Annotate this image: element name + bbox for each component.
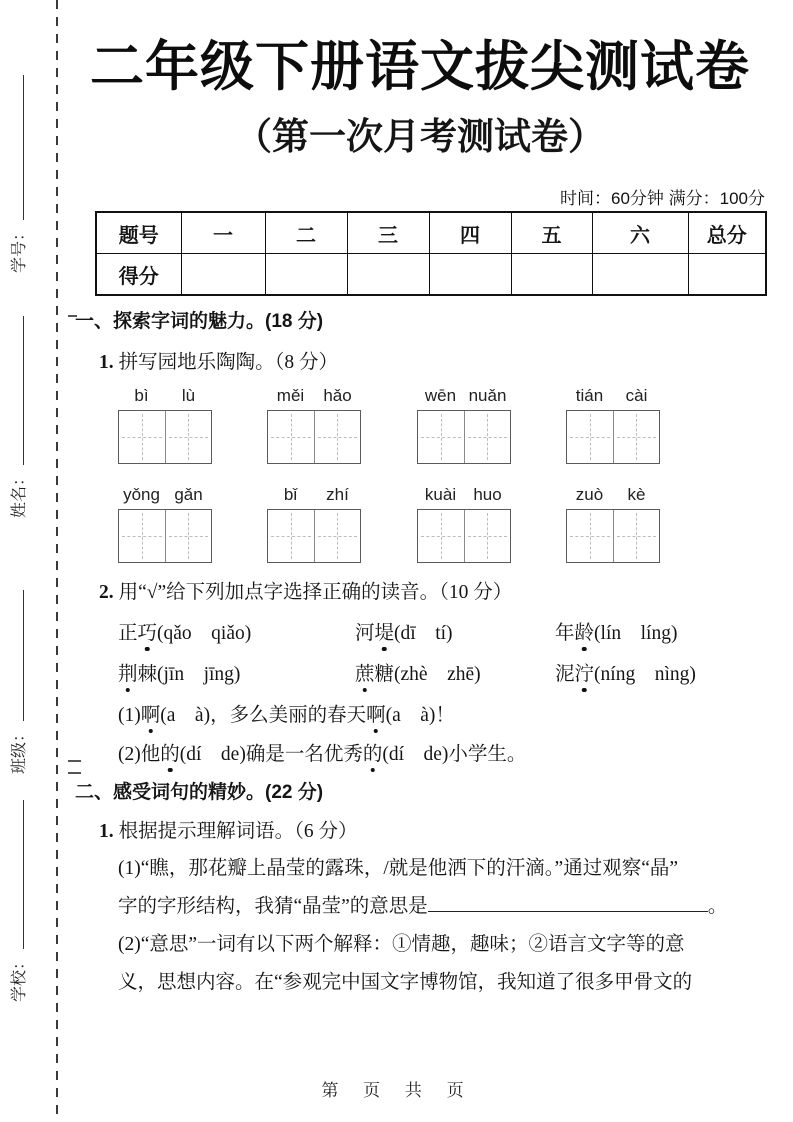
- word-item[interactable]: [555, 617, 766, 645]
- question-text: 根据提示理解词语。（6 分）: [118, 821, 358, 842]
- pinyin-group: [267, 485, 361, 563]
- word-text: 正: [118, 623, 138, 644]
- question-number: 1.: [99, 821, 114, 842]
- pinyin-label: [417, 386, 511, 410]
- pinyin-group: [267, 386, 361, 464]
- dotted-char: 巧: [137, 623, 158, 644]
- pinyin-label: [566, 386, 660, 410]
- fill-blank[interactable]: [428, 892, 708, 913]
- writing-cell[interactable]: [314, 411, 361, 463]
- score-cell[interactable]: [511, 254, 592, 296]
- question-number: 1.: [99, 352, 114, 373]
- student-id-blank-line[interactable]: [10, 75, 24, 220]
- writing-box: [566, 410, 660, 464]
- dotted-char: 蔗: [355, 664, 375, 685]
- pinyin-syllable: zuò: [575, 485, 604, 504]
- fold-mark: [68, 772, 81, 774]
- writing-cell[interactable]: [268, 510, 314, 562]
- section2-heading: 二、感受词句的精妙。(22 分): [75, 782, 324, 803]
- paper-subtitle: （第一次月考测试卷）: [235, 116, 605, 157]
- writing-cell[interactable]: [119, 411, 165, 463]
- word-text: 泥: [555, 664, 575, 685]
- score-cell[interactable]: [347, 254, 429, 296]
- pinyin-label: [417, 485, 511, 509]
- dotted-char: 啊: [366, 705, 386, 726]
- school-label: 学校：: [11, 953, 28, 1002]
- score-label: 得分: [96, 254, 181, 296]
- text-segment: (2)他: [118, 744, 161, 765]
- binding-dashed-line: [56, 0, 58, 1122]
- pinyin-group: [118, 485, 212, 563]
- score-cell[interactable]: [688, 254, 766, 296]
- score-cell[interactable]: [265, 254, 347, 296]
- writing-cell[interactable]: [314, 510, 361, 562]
- paper-title: 二年级下册语文拔尖测试卷: [90, 37, 750, 97]
- writing-box: [566, 509, 660, 563]
- pinyin-syllable: nuǎn: [468, 386, 507, 405]
- word-item[interactable]: [118, 617, 355, 645]
- pinyin-group: [566, 485, 660, 563]
- text-segment: (a à)！: [385, 705, 455, 726]
- time-score-info: 时间：60分钟 满分：100分: [560, 189, 765, 208]
- writing-box: [267, 509, 361, 563]
- pronunciation-row-1: [118, 617, 766, 645]
- writing-box: [118, 410, 212, 464]
- score-cell[interactable]: [592, 254, 688, 296]
- writing-cell[interactable]: [119, 510, 165, 562]
- writing-cell[interactable]: [418, 510, 464, 562]
- pinyin-syllable: bǐ: [283, 485, 298, 504]
- pinyin-label: [118, 485, 212, 509]
- writing-box: [118, 509, 212, 563]
- writing-cell[interactable]: [165, 510, 212, 562]
- column-header: 二: [265, 212, 347, 254]
- pinyin-label: [118, 386, 212, 410]
- dotted-char: 泞: [574, 664, 595, 685]
- section2-q1-title: [99, 815, 358, 843]
- text-segment: (a à)，多么美丽的春天: [160, 705, 367, 726]
- pinyin-syllable: cài: [625, 386, 648, 405]
- column-header: 三: [347, 212, 429, 254]
- pinyin-syllable: kuài: [424, 485, 457, 504]
- class-label: 班级：: [11, 725, 28, 774]
- pinyin-syllable: hǎo: [323, 386, 352, 405]
- dotted-char: 堤: [374, 623, 395, 644]
- section1-q2-sub1: [118, 699, 455, 727]
- section1-q2-sub2: [118, 738, 526, 766]
- question-number: 2.: [99, 582, 114, 603]
- word-text: 河: [355, 623, 375, 644]
- word-item[interactable]: [555, 658, 766, 686]
- section2-q1-sub2-line2: 义，思想内容。在“参观完中国文字博物馆，我知道了很多甲骨文的: [118, 972, 693, 993]
- writing-cell[interactable]: [268, 411, 314, 463]
- section2-q1-sub1-line1: (1)“瞧，那花瓣上晶莹的露珠，/就是他洒下的汗滴。”通过观察“晶”: [118, 858, 679, 879]
- student-id-field: [6, 75, 52, 273]
- score-cell[interactable]: [429, 254, 511, 296]
- score-cell[interactable]: [181, 254, 265, 296]
- pinyin-syllable: zhí: [326, 485, 349, 504]
- writing-cell[interactable]: [464, 411, 511, 463]
- score-table-header-row: [96, 212, 766, 254]
- school-blank-line[interactable]: [10, 800, 24, 949]
- pinyin-syllable: gǎn: [174, 485, 203, 504]
- writing-cell[interactable]: [418, 411, 464, 463]
- column-header: 总分: [688, 212, 766, 254]
- class-field: [6, 590, 52, 774]
- student-name-blank-line[interactable]: [10, 316, 24, 465]
- writing-cell[interactable]: [613, 411, 660, 463]
- word-options: (níng nìng): [594, 664, 696, 685]
- dotted-char: 啊: [140, 705, 161, 726]
- writing-box: [267, 410, 361, 464]
- word-options: (dī tí): [394, 623, 453, 644]
- writing-cell[interactable]: [567, 510, 613, 562]
- question-text: 拼写园地乐陶陶。（8 分）: [118, 352, 339, 373]
- pinyin-syllable: kè: [627, 485, 646, 504]
- pinyin-label: [566, 485, 660, 509]
- section1-q2-title: [99, 576, 512, 604]
- column-header: 五: [511, 212, 592, 254]
- writing-cell[interactable]: [165, 411, 212, 463]
- pinyin-syllable: lù: [181, 386, 196, 405]
- pinyin-syllable: wēn: [424, 386, 457, 405]
- word-item[interactable]: [118, 658, 355, 686]
- text-segment: (dí de)小学生。: [382, 744, 527, 765]
- word-options: (qǎo qiǎo): [157, 623, 252, 644]
- class-blank-line[interactable]: [10, 590, 24, 721]
- question-text: 用“√”给下列加点字选择正确的读音。（10 分）: [118, 582, 513, 603]
- pinyin-group: [417, 485, 511, 563]
- text-segment: (1): [118, 705, 141, 726]
- writing-cell[interactable]: [464, 510, 511, 562]
- dotted-char: 荆: [118, 664, 138, 685]
- dotted-char: 的: [160, 744, 180, 765]
- score-table-score-row: [96, 254, 766, 296]
- word-options: 棘(jīn jīng): [137, 664, 241, 685]
- writing-box: [417, 509, 511, 563]
- pinyin-syllable: měi: [276, 386, 305, 405]
- writing-box: [417, 410, 511, 464]
- word-options: (lín líng): [594, 623, 678, 644]
- fold-mark: [68, 760, 81, 762]
- pinyin-syllable: yǒng: [123, 485, 160, 504]
- pinyin-group: [417, 386, 511, 464]
- pinyin-group: [566, 386, 660, 464]
- writing-cell[interactable]: [613, 510, 660, 562]
- student-name-label: 姓名：: [11, 469, 28, 518]
- dotted-char: 龄: [574, 623, 595, 644]
- student-name-field: [6, 316, 52, 518]
- text-segment: 字的字形结构，我猜“晶莹”的意思是: [118, 896, 428, 917]
- column-header: 一: [181, 212, 265, 254]
- writing-cell[interactable]: [567, 411, 613, 463]
- word-options: 糖(zhè zhē): [374, 664, 481, 685]
- pinyin-label: [267, 386, 361, 410]
- section1-heading: 一、探索字词的魅力。(18 分): [75, 311, 324, 332]
- word-text: 年: [555, 623, 575, 644]
- dotted-char: 的: [362, 744, 383, 765]
- pinyin-label: [267, 485, 361, 509]
- section2-q1-sub1-line2: [118, 890, 727, 918]
- pinyin-syllable: tián: [575, 386, 604, 405]
- section2-q1-sub2-line1: (2)“意思”一词有以下两个解释：①情趣，趣味；②语言文字等的意: [118, 934, 685, 955]
- pronunciation-row-2: [118, 658, 766, 686]
- column-header: 六: [592, 212, 688, 254]
- column-header: 四: [429, 212, 511, 254]
- text-segment: 。: [707, 896, 728, 917]
- text-segment: (dí de)确是一名优秀: [179, 744, 363, 765]
- student-id-label: 学号：: [11, 224, 28, 273]
- pinyin-syllable: bì: [134, 386, 149, 405]
- page-footer: 第 页 共 页: [321, 1081, 472, 1100]
- school-field: [6, 800, 52, 1002]
- pinyin-syllable: huo: [473, 485, 502, 504]
- question-number-label: 题号: [96, 212, 181, 254]
- word-item[interactable]: [355, 658, 555, 686]
- section1-q1-title: [99, 346, 338, 374]
- pinyin-group: [118, 386, 212, 464]
- score-table: [95, 211, 767, 296]
- word-item[interactable]: [355, 617, 555, 645]
